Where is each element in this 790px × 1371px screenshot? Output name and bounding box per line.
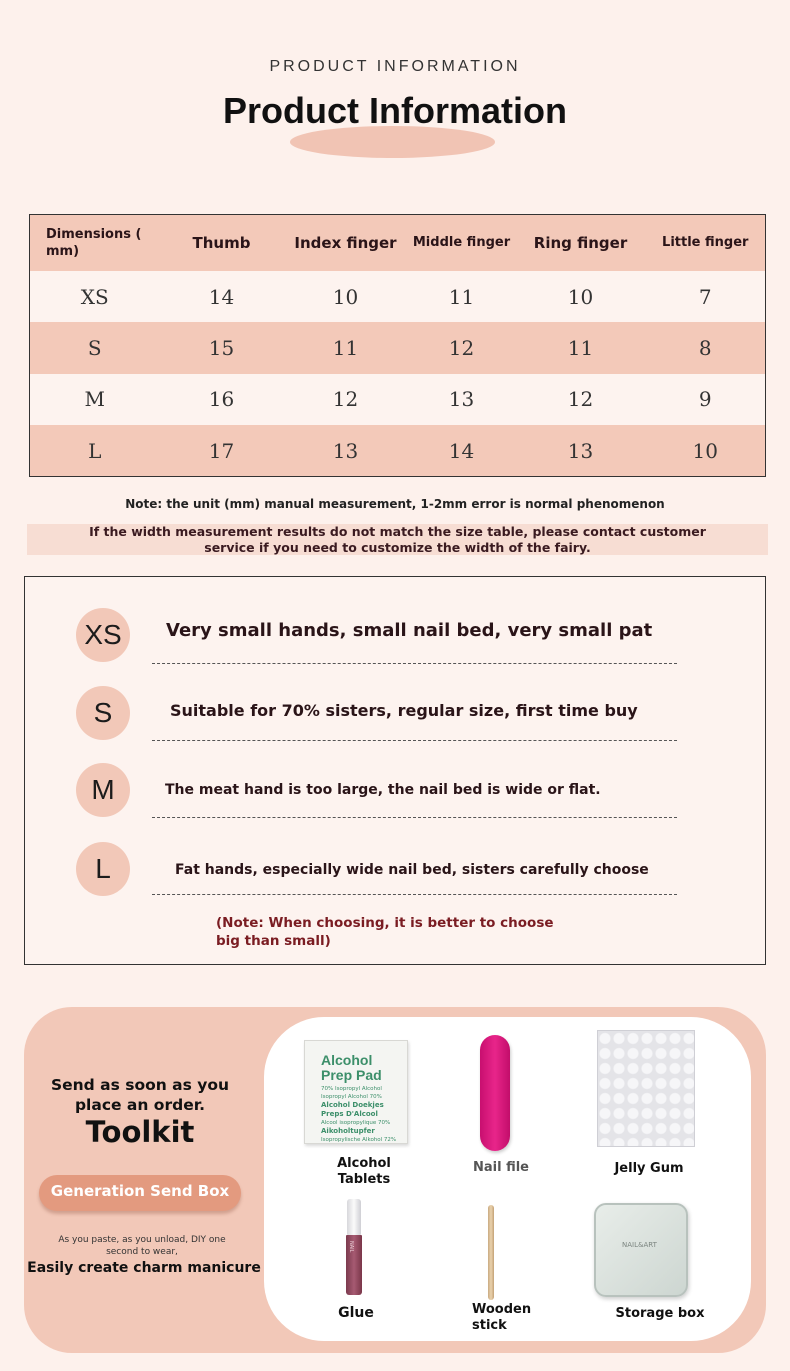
paste-text-label: As you paste, as you unload, DIY one second to wear, [58, 1235, 226, 1257]
table-header-cell: Ring finger [516, 215, 646, 271]
page-kicker: PRODUCT INFORMATION [269, 58, 521, 75]
table-row [30, 271, 766, 322]
item-label-jelly-gum: Jelly Gum [614, 1161, 684, 1176]
divider [152, 817, 677, 818]
pad-title-2: Prep Pad [321, 1067, 382, 1083]
paste-text [24, 1234, 260, 1258]
storage-box-brand: NAIL&ART [622, 1241, 657, 1249]
table-cell: 12 [408, 322, 516, 373]
table-cell: 10 [284, 271, 408, 322]
pad-sub-2: Isopropyl Alcohol 70% [321, 1094, 382, 1100]
table-cell: 14 [160, 271, 284, 322]
table-header-row [30, 215, 766, 271]
table-cell: 7 [646, 271, 766, 322]
divider [152, 740, 677, 741]
table-cell: 11 [516, 322, 646, 373]
item-label-storage-box: Storage box [615, 1306, 705, 1321]
size-table [29, 214, 766, 477]
size-guide [24, 576, 766, 965]
item-label-alcohol: Alcohol Tablets [337, 1156, 391, 1187]
pad-sub-6: Aikoholtupfer [321, 1127, 375, 1135]
pad-sub-3: Alcohol Doekjes [321, 1101, 384, 1109]
pad-title-1: Alcohol [321, 1052, 373, 1068]
toolkit-title: Toolkit [85, 1115, 195, 1149]
item-label-wooden-stick: Wooden stick [472, 1302, 532, 1333]
size-guide-note: (Note: When choosing, it is better to choose big than small) [216, 915, 554, 949]
toolkit-info [24, 1007, 264, 1353]
table-cell: S [30, 322, 160, 373]
table-header-cell: Dimensions ( mm) [30, 215, 160, 271]
item-label-glue: Glue [338, 1305, 374, 1321]
table-cell: 12 [284, 374, 408, 425]
table-cell: 10 [516, 271, 646, 322]
size-badge-s: S [76, 686, 130, 740]
storage-box-image [594, 1203, 688, 1297]
size-badge-xs: XS [76, 608, 130, 662]
table-header-cell: Thumb [160, 215, 284, 271]
table-header-cell: Middle finger [408, 215, 516, 271]
ease-text: Easily create charm manicure [27, 1260, 261, 1276]
table-cell: XS [30, 271, 160, 322]
size-badge-m: M [76, 763, 130, 817]
table-header-cell: Little finger [646, 215, 766, 271]
glue-image [346, 1199, 362, 1295]
wooden-stick-image [488, 1205, 494, 1300]
pad-sub-1: 70% Isopropyl Alcohol [321, 1086, 382, 1092]
contact-note-text: If the width measurement results do not match the size table, please contact customer service if you need to customize the width of the fairy. [89, 524, 706, 555]
table-cell: 17 [160, 425, 284, 476]
divider [152, 894, 677, 895]
glue-brand: NAIL [348, 1241, 354, 1253]
item-label-nail-file: Nail file [473, 1160, 529, 1175]
pad-sub-5: Alcool isopropylique 70% [321, 1120, 391, 1126]
table-cell: M [30, 374, 160, 425]
toolkit-section [24, 1007, 766, 1353]
table-cell: 13 [284, 425, 408, 476]
table-cell: 9 [646, 374, 766, 425]
size-badge-l: L [76, 842, 130, 896]
table-cell: 11 [284, 322, 408, 373]
jelly-gum-image [597, 1030, 695, 1147]
table-cell: 16 [160, 374, 284, 425]
size-desc-m: The meat hand is too large, the nail bed is wide or flat. [165, 782, 601, 798]
table-cell: 10 [646, 425, 766, 476]
table-cell: 14 [408, 425, 516, 476]
table-cell: 12 [516, 374, 646, 425]
table-row [30, 425, 766, 476]
table-cell: 8 [646, 322, 766, 373]
send-text-label: Send as soon as you place an order. [50, 1076, 230, 1114]
pad-sub-4: Preps D'Alcool [321, 1110, 378, 1118]
contact-note [27, 524, 768, 555]
table-row [30, 322, 766, 373]
table-row [30, 374, 766, 425]
glue-cap [347, 1199, 361, 1235]
glue-body [346, 1235, 362, 1295]
size-desc-l: Fat hands, especially wide nail bed, sisters carefully choose [175, 862, 649, 878]
nail-file-image [480, 1035, 510, 1151]
toolkit-items-panel [264, 1017, 751, 1341]
table-cell: 13 [408, 374, 516, 425]
generation-send-box-button[interactable]: Generation Send Box [39, 1175, 241, 1211]
size-desc-s: Suitable for 70% sisters, regular size, first time buy [170, 701, 638, 720]
table-cell: 15 [160, 322, 284, 373]
table-cell: 13 [516, 425, 646, 476]
size-desc-xs: Very small hands, small nail bed, very small pat [166, 620, 653, 641]
send-text [24, 1075, 256, 1115]
table-cell: 11 [408, 271, 516, 322]
divider [152, 663, 677, 664]
pad-sub-7: Isopropylische Alkohol 72% [321, 1137, 397, 1143]
unit-note: Note: the unit (mm) manual measurement, 1-2mm error is normal phenomenon [125, 497, 665, 511]
table-cell: L [30, 425, 160, 476]
alcohol-pad-image [304, 1040, 408, 1144]
table-header-cell: Index finger [284, 215, 408, 271]
page-title: Product Information [223, 90, 567, 131]
